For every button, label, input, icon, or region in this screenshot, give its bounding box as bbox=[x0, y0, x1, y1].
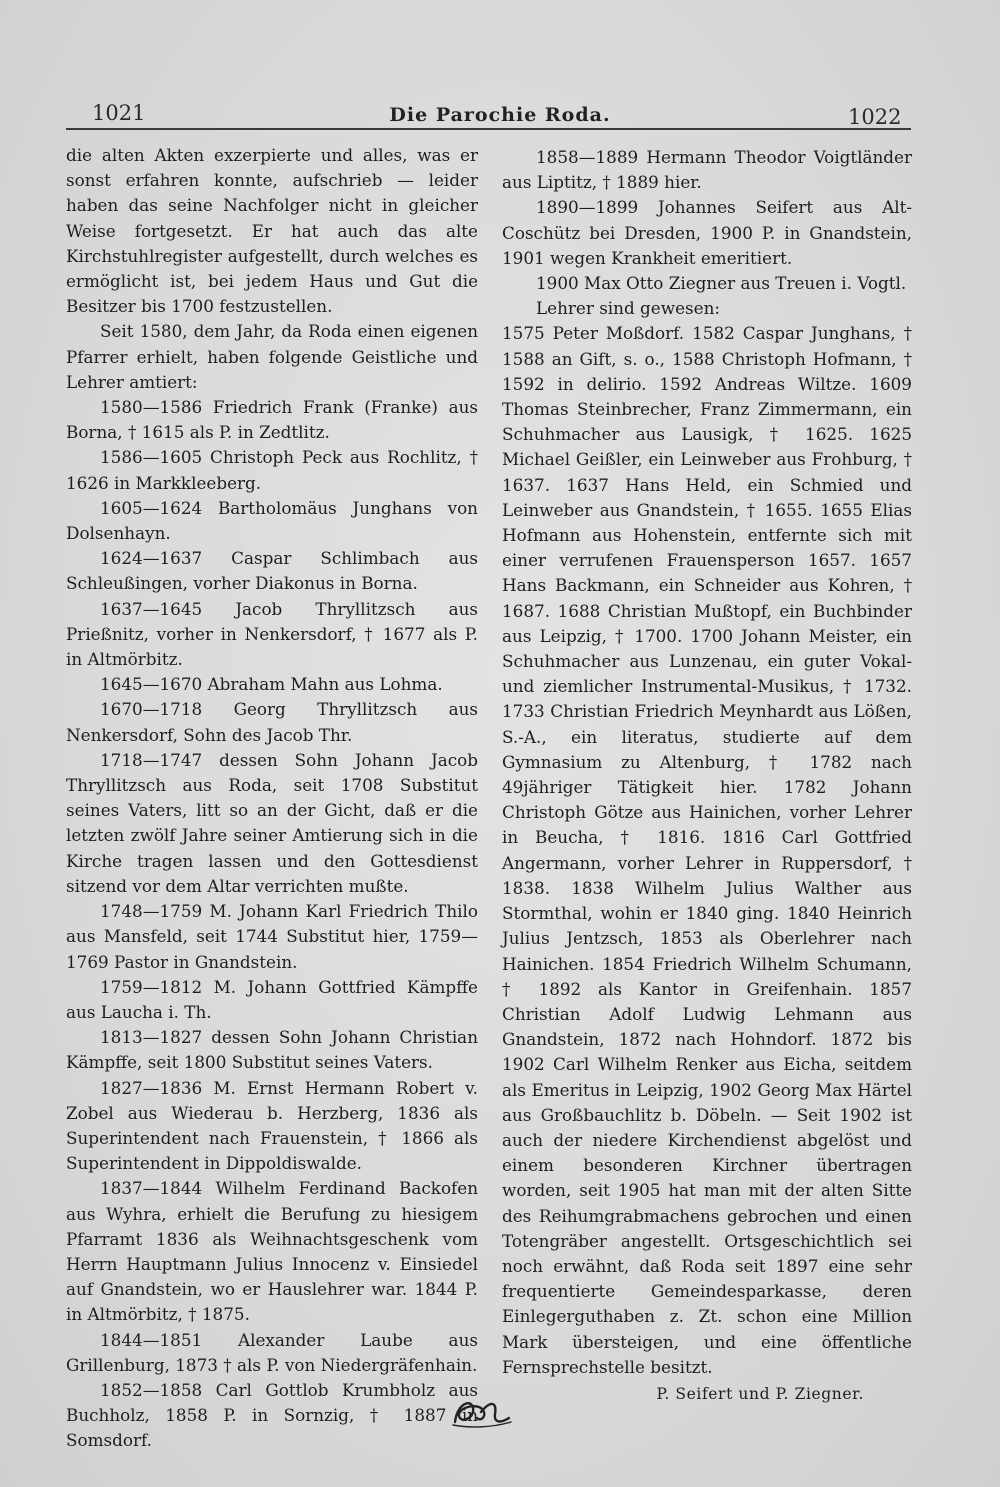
signature: P. Seifert und P. Ziegner. bbox=[656, 1384, 864, 1403]
paragraph: 1718—1747 dessen Sohn Johann Jacob Thryllitzsch aus Roda, seit 1708 Substitut seines Vaters, litt so an der Gicht, daß er die letzten zwölf Jahre seiner Amtierung sich in die Kirche tragen lassen und den Gottesdienst sitzend vor dem Altar verrichten mußte. bbox=[66, 749, 478, 896]
paragraph: 1844—1851 Alexander Laube aus Grillenburg, 1873 † als P. von Niedergräfenhain. bbox=[66, 1329, 478, 1375]
paragraph: 1852—1858 Carl Gottlob Krumbholz aus Buchholz, 1858 P. in Sornzig, † 1887 in Somsdorf. bbox=[66, 1379, 478, 1451]
printer-ornament-icon bbox=[447, 1392, 517, 1432]
paragraph: die alten Akten exzerpierte und alles, was er sonst erfahren konnte, aufschrieb — leider haben das seine Nachfolger nicht in gleicher Weise fortgesetzt. Er hat auch das alte Kirchstuhlregister aufgestellt, durch welches es ermöglicht ist, bei jedem Haus und Gut die Besitzer bis 1700 festzustellen. bbox=[66, 145, 478, 317]
paragraph: 1813—1827 dessen Sohn Johann Christian Kämpffe, seit 1800 Substitut seines Vaters. bbox=[66, 1027, 478, 1073]
header-rule bbox=[66, 128, 911, 130]
paragraph: 1580—1586 Friedrich Frank (Franke) aus Borna, † 1615 als P. in Zedtlitz. bbox=[66, 397, 478, 443]
paragraph: 1759—1812 M. Johann Gottfried Kämpffe aus Laucha i. Th. bbox=[66, 976, 478, 1022]
right-page-number: 1022 bbox=[848, 105, 902, 129]
running-title: Die Parochie Roda. bbox=[389, 104, 611, 126]
paragraph: 1605—1624 Bartholomäus Junghans von Dolsenhayn. bbox=[66, 497, 478, 544]
paragraph: 1637—1645 Jacob Thryllitzsch aus Prießnitz, vorher in Nenkersdorf, † 1677 als P. in Altmörbitz. bbox=[66, 598, 478, 670]
paragraph: 1624—1637 Caspar Schlimbach aus Schleußingen, vorher Diakonus in Borna. bbox=[66, 548, 478, 594]
paragraph: Seit 1580, dem Jahr, da Roda einen eigenen Pfarrer erhielt, haben folgende Geistliche und Lehrer amtiert: bbox=[66, 321, 478, 392]
left-page-number: 1021 bbox=[92, 101, 146, 125]
paragraph: 1586—1605 Christoph Peck aus Rochlitz, † 1626 in Markkleeberg. bbox=[66, 447, 478, 493]
paragraph: 1575 Peter Moßdorf. 1582 Caspar Junghans, † 1588 an Gift, s. o., 1588 Christoph Hofmann, † 1592 in delirio. 1592 Andreas Wiltze. 1609 Thomas Steinbrecher, Franz Zimmermann, ein Schuhmacher aus Lausigk, † 1625. 1625 Michael Geißler, ein Leinweber aus Frohburg, † 1637. 1637 Hans Held, ein Schmied und Leinweber aus Gnandstein, † 1655. 1655 Elias Hofmann aus Hohenstein, entfernte sich mit einer verrufenen Frauensperson 1657. 1657 Hans Backmann, ein Schneider aus Kohren, † 1687. 1688 Christian Mußtopf, ein Buchbinder aus Leipzig, † 1700. 1700 Johann Meister, ein Schuhmacher aus Lunzenau, ein guter Vokal- und ziemlicher Instrumental-Musikus, † 1732. 1733 Christian Friedrich Meynhardt aus Lößen, S.-A., ein literatus, studierte auf dem Gymnasium zu Altenburg, † 1782 nach 49jähriger Tätigkeit hier. 1782 Johann Christoph Götze aus Hainichen, vorher Lehrer in Beucha, † 1816. 1816 Carl Gottfried Angermann, vorher Lehrer in Ruppersdorf, † 1838. 1838 Wilhelm Julius Walther aus Stormthal, wohin er 1840 ging. 1840 Heinrich Julius Jentzsch, 1853 als Oberlehrer nach Hainichen. 1854 Friedrich Wilhelm Schumann, † 1892 als Kantor in Greifenhain. 1857 Christian Adolf Ludwig Lehmann aus Gnandstein, 1872 nach Hohndorf. 1872 bis 1902 Carl Wilhelm Renker aus Eicha, seitdem als Emeritus in Leipzig, 1902 Georg Max Härtel aus Großbauchlitz b. Döbeln. — Seit 1902 ist auch der niedere Kirchendienst abgelöst und einem besonderen Kirchner übertragen worden, seit 1905 hat man mit der alten Sitte des Reihumgrabmachens gebrochen und einen Totengräber angestellt. Ortsgeschichtlich sei noch erwähnt, daß Roda seit 1897 eine sehr frequentierte Gemeindesparkasse, deren Einlegerguthaben z. Zt. schon eine Million Mark übersteigen, und eine öffentliche Fernsprechstelle besitzt. bbox=[502, 323, 912, 1377]
paragraph: 1670—1718 Georg Thryllitzsch aus Nenkersdorf, Sohn des Jacob Thr. bbox=[66, 699, 478, 745]
paragraph: Lehrer sind gewesen: bbox=[536, 298, 721, 319]
paragraph: 1827—1836 M. Ernst Hermann Robert v. Zobel aus Wiederau b. Herzberg, 1836 als Superintendent nach Frauenstein, † 1866 als Superintendent in Dippoldiswalde. bbox=[66, 1077, 478, 1174]
paragraph: 1748—1759 M. Johann Karl Friedrich Thilo aus Mansfeld, seit 1744 Substitut hier, 1759—1769 Pastor in Gnandstein. bbox=[66, 901, 478, 972]
paragraph: 1900 Max Otto Ziegner aus Treuen i. Vogtl. bbox=[536, 273, 907, 294]
paragraph: 1645—1670 Abraham Mahn aus Lohma. bbox=[100, 674, 443, 695]
paragraph: 1837—1844 Wilhelm Ferdinand Backofen aus Wyhra, erhielt die Berufung zu hiesigem Pfarramt 1836 als Weihnachtsgeschenk vom Herrn Hauptmann Julius Innocenz v. Einsiedel auf Gnandstein, wo er Hauslehrer war. 1844 P. in Altmörbitz, † 1875. bbox=[66, 1178, 478, 1325]
right-column bbox=[502, 145, 912, 1407]
paragraph: 1858—1889 Hermann Theodor Voigtländer aus Liptitz, † 1889 hier. bbox=[502, 147, 912, 193]
left-column bbox=[66, 143, 478, 1454]
paragraph: 1890—1899 Johannes Seifert aus Alt-Coschütz bei Dresden, 1900 P. in Gnandstein, 1901 wegen Krankheit emeritiert. bbox=[502, 197, 912, 268]
